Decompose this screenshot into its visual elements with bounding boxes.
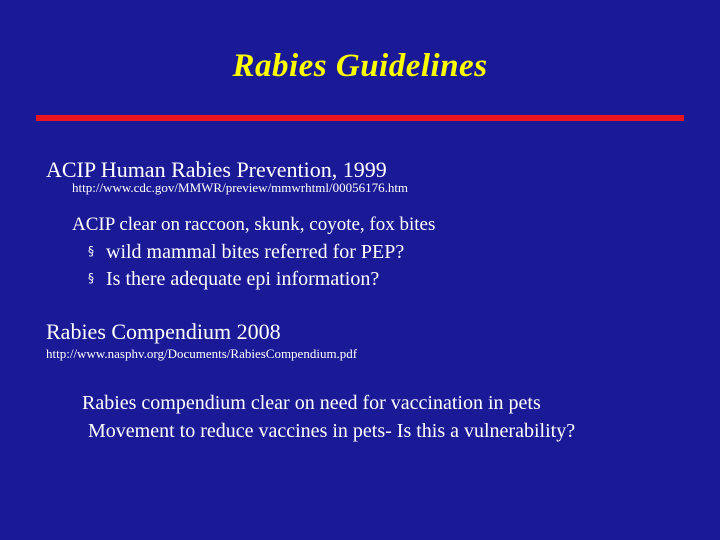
section1-heading: ACIP Human Rabies Prevention, 1999: [46, 157, 387, 182]
title-divider: [36, 115, 684, 121]
section2-heading: Rabies Compendium 2008: [46, 319, 281, 344]
slide-title: Rabies Guidelines: [232, 48, 488, 84]
section1-subheading: ACIP clear on raccoon, skunk, coyote, fox bites: [72, 214, 436, 235]
section2-line: Movement to reduce vaccines in pets- Is this a vulnerability?: [88, 420, 576, 442]
bullet-text: wild mammal bites referred for PEP?: [106, 241, 405, 263]
bullet-icon: §: [88, 271, 94, 285]
section2-url[interactable]: http://www.nasphv.org/Documents/RabiesCompendium.pdf: [46, 346, 358, 361]
section2-line: Rabies compendium clear on need for vaccination in pets: [82, 392, 541, 414]
bullet-item: [88, 268, 379, 291]
section1-url[interactable]: http://www.cdc.gov/MMWR/preview/mmwrhtml/00056176.htm: [72, 180, 409, 195]
bullet-item: [88, 241, 404, 264]
bullet-icon: §: [88, 244, 94, 258]
bullet-text: Is there adequate epi information?: [106, 268, 380, 290]
